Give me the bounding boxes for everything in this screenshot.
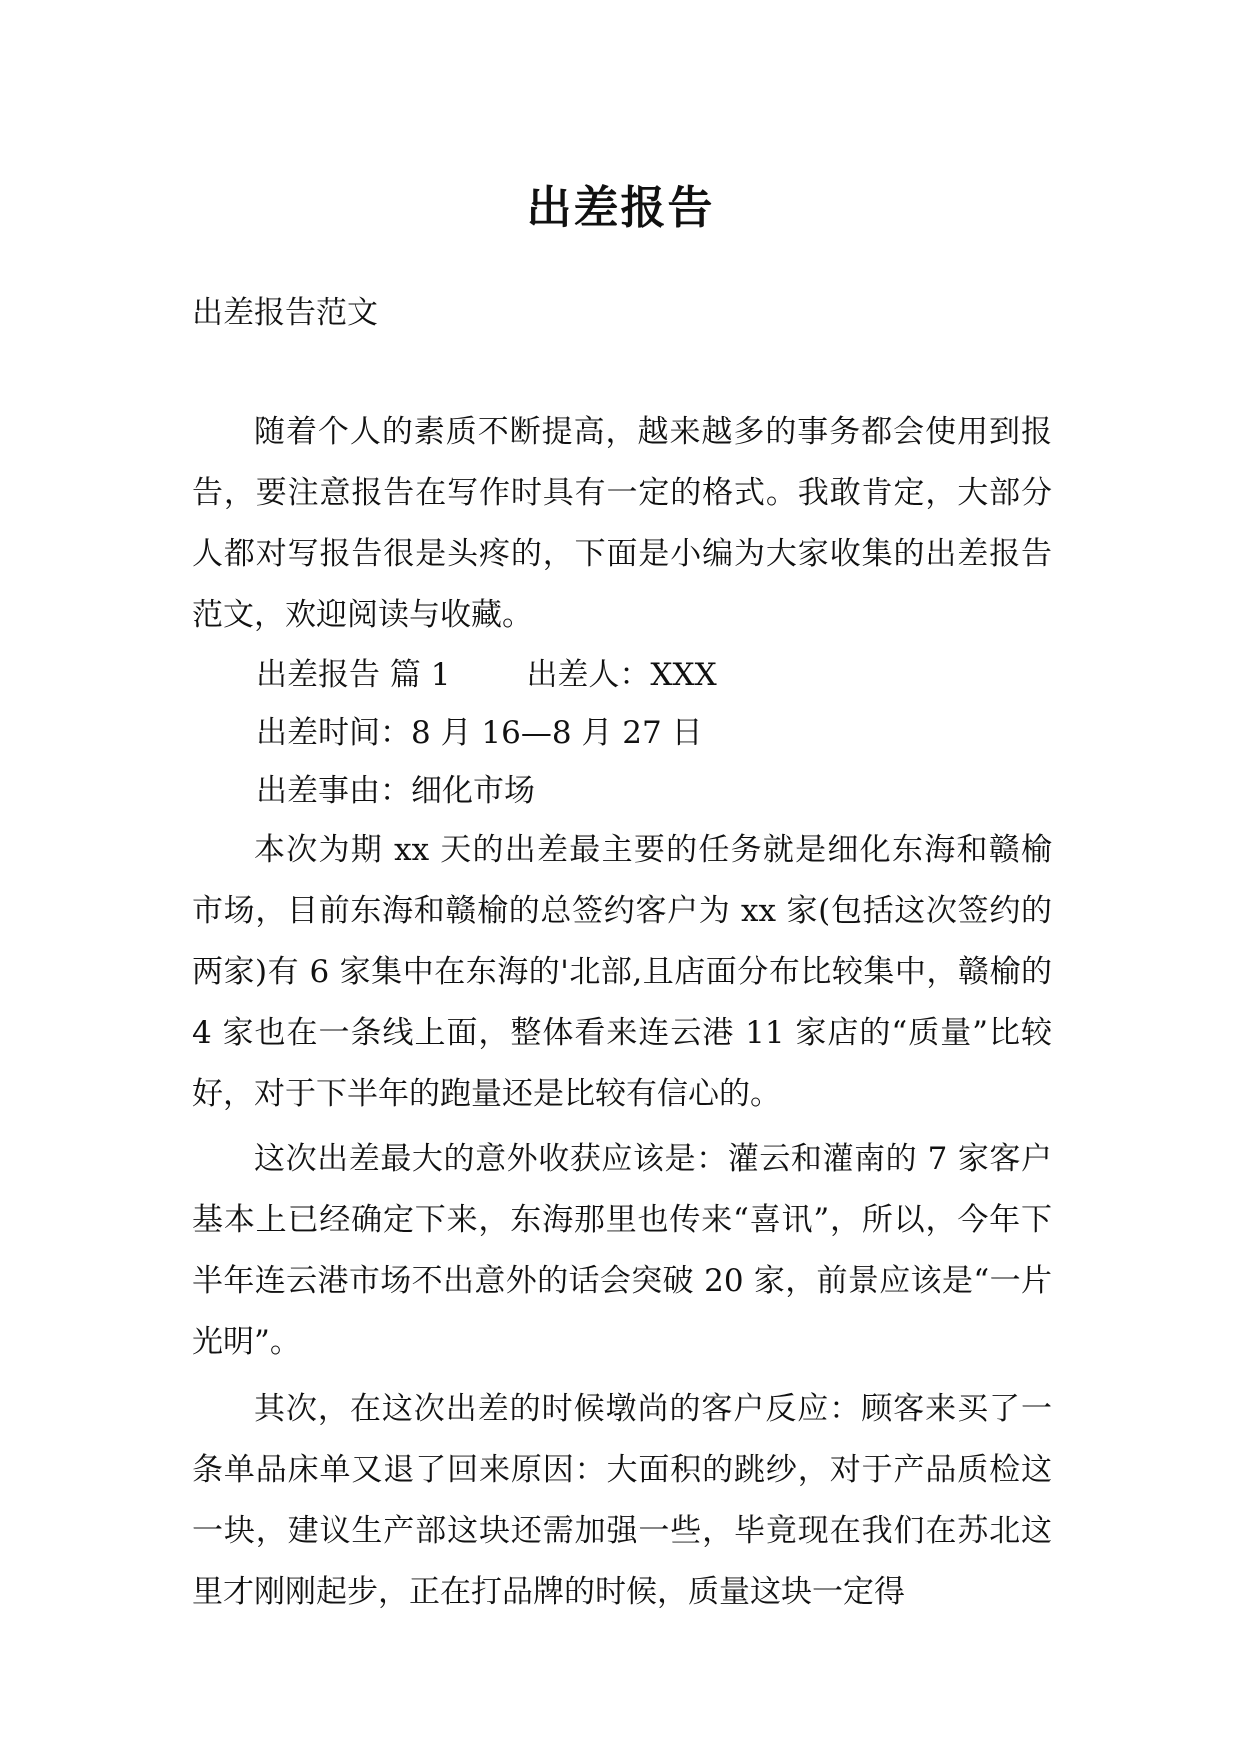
traveler-field: 出差人：XXX bbox=[526, 657, 717, 693]
document-title: 出差报告 bbox=[526, 181, 715, 235]
travel-reason-field: 出差事由：细化市场 bbox=[256, 773, 535, 809]
report-meta-line bbox=[192, 646, 1052, 704]
intro-paragraph: 随着个人的素质不断提高，越来越多的事务都会使用到报告，要注意报告在写作时具有一定的格式。我敢肯定，大部分人都对写报告很是头疼的，下面是小编为大家收集的出差报告范文，欢迎阅读与收藏。 bbox=[192, 414, 1052, 633]
body-paragraph-2: 这次出差最大的意外收获应该是：灌云和灌南的 7 家客户基本上已经确定下来，东海那里也传来“喜讯”，所以，今年下半年连云港市场不出意外的话会突破 20 家，前景应该是“一片光明”。 bbox=[192, 1141, 1052, 1360]
travel-time-field: 出差时间：8 月 16—8 月 27 日 bbox=[256, 715, 703, 751]
body-paragraph-3: 其次，在这次出差的时候墩尚的客户反应：顾客来买了一条单品床单又退了回来原因：大面积的跳纱，对于产品质检这一块，建议生产部这块还需加强一些，毕竟现在我们在苏北这里才刚刚起步，正在打品牌的时候，质量这块一定得 bbox=[192, 1391, 1052, 1610]
document-body bbox=[192, 402, 1052, 1623]
body-paragraph-1: 本次为期 xx 天的出差最主要的任务就是细化东海和赣榆市场，目前东海和赣榆的总签约客户为 xx 家(包括这次签约的两家)有 6 家集中在东海的'北部,且店面分布比较集中，赣榆的 4 家也在一条线上面，整体看来连云港 11 家店的“质量”比较好，对于下半年的跑量还是比较有信心的。 bbox=[192, 832, 1052, 1112]
section-label: 出差报告 篇 1 bbox=[256, 657, 451, 693]
document-subtitle: 出差报告范文 bbox=[192, 295, 378, 331]
